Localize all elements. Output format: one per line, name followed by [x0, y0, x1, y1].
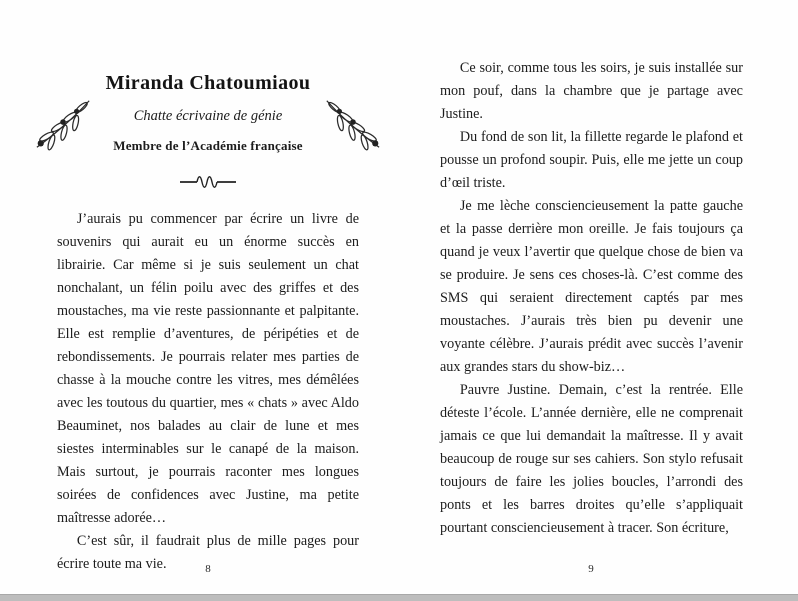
- character-subtitle: Chatte écrivaine de génie: [133, 108, 283, 124]
- character-name-title: Miranda Chatoumiaou: [105, 72, 311, 94]
- page-right: [440, 0, 743, 601]
- olive-branch-left-icon: [33, 92, 95, 156]
- paragraph: Du fond de son lit, la fillette regarde le plafond et pousse un profond soupir. Puis, elle me jette un coup d’œil triste.: [440, 129, 743, 191]
- olive-branch-right-icon: [321, 92, 383, 156]
- page-right-body: [440, 57, 743, 540]
- paragraph: Je me lèche consciencieusement la patte gauche et la passe derrière mon oreille. Je fais toujours ça quand je veux l’avertir que quelque chose de bien va se produire. Je sens ces choses-là. C’est comme des SMS qui seraient directement captés par mes moustaches. J’aurais très bien pu devenir une voyante célèbre. J’aurais prédit avec succès l’avenir aux grandes stars du show-biz…: [440, 198, 743, 375]
- paragraph: Pauvre Justine. Demain, c’est la rentrée. Elle déteste l’école. L’année dernière, elle ne comprenait jamais ce que lui demandait la maîtresse. Il y avait beaucoup de rouge sur ses cahiers. Son stylo refusait toujours de faire les jolies boucles, l’arrondi des ponts et les barres droites qu’elle s’appliquait pourtant consciencieusement à tracer. Son écriture,: [440, 382, 743, 536]
- chapter-header: [57, 72, 359, 189]
- paragraph: J’aurais pu commencer par écrire un livre de souvenirs qui aurait eu un énorme succès en librairie. Car même si je suis seulement un chat nonchalant, un félin poilu avec des griffes et des moustaches, ma vie reste passionnante et palpitante. Elle est remplie d’aventures, de péripéties et de rebondissements. Je pourrais relater mes parties de chasse à la mouche contre les vitres, mes démêlées avec les toutous du quartier, mes « chats » avec Aldo Beauminet, nos balades au clair de lune et mes siestes interminables sur le canapé de la maison. Mais surtout, je pourrais raconter mes longues soirées de confidences avec Justine, ma petite maîtresse adorée…: [57, 211, 359, 526]
- window-bottom-edge: [0, 594, 798, 601]
- paragraph: C’est sûr, il faudrait plus de mille pages pour écrire toute ma vie.: [57, 533, 359, 572]
- page-left-body: [57, 208, 359, 576]
- page-number-left: 8: [205, 563, 211, 575]
- squiggle-divider-icon: [57, 175, 359, 189]
- paragraph: Ce soir, comme tous les soirs, je suis installée sur mon pouf, dans la chambre que je partage avec Justine.: [440, 60, 743, 122]
- page-left: [57, 0, 359, 601]
- character-affiliation: Membre de l’Académie française: [113, 138, 303, 153]
- page-number-right: 9: [588, 563, 594, 575]
